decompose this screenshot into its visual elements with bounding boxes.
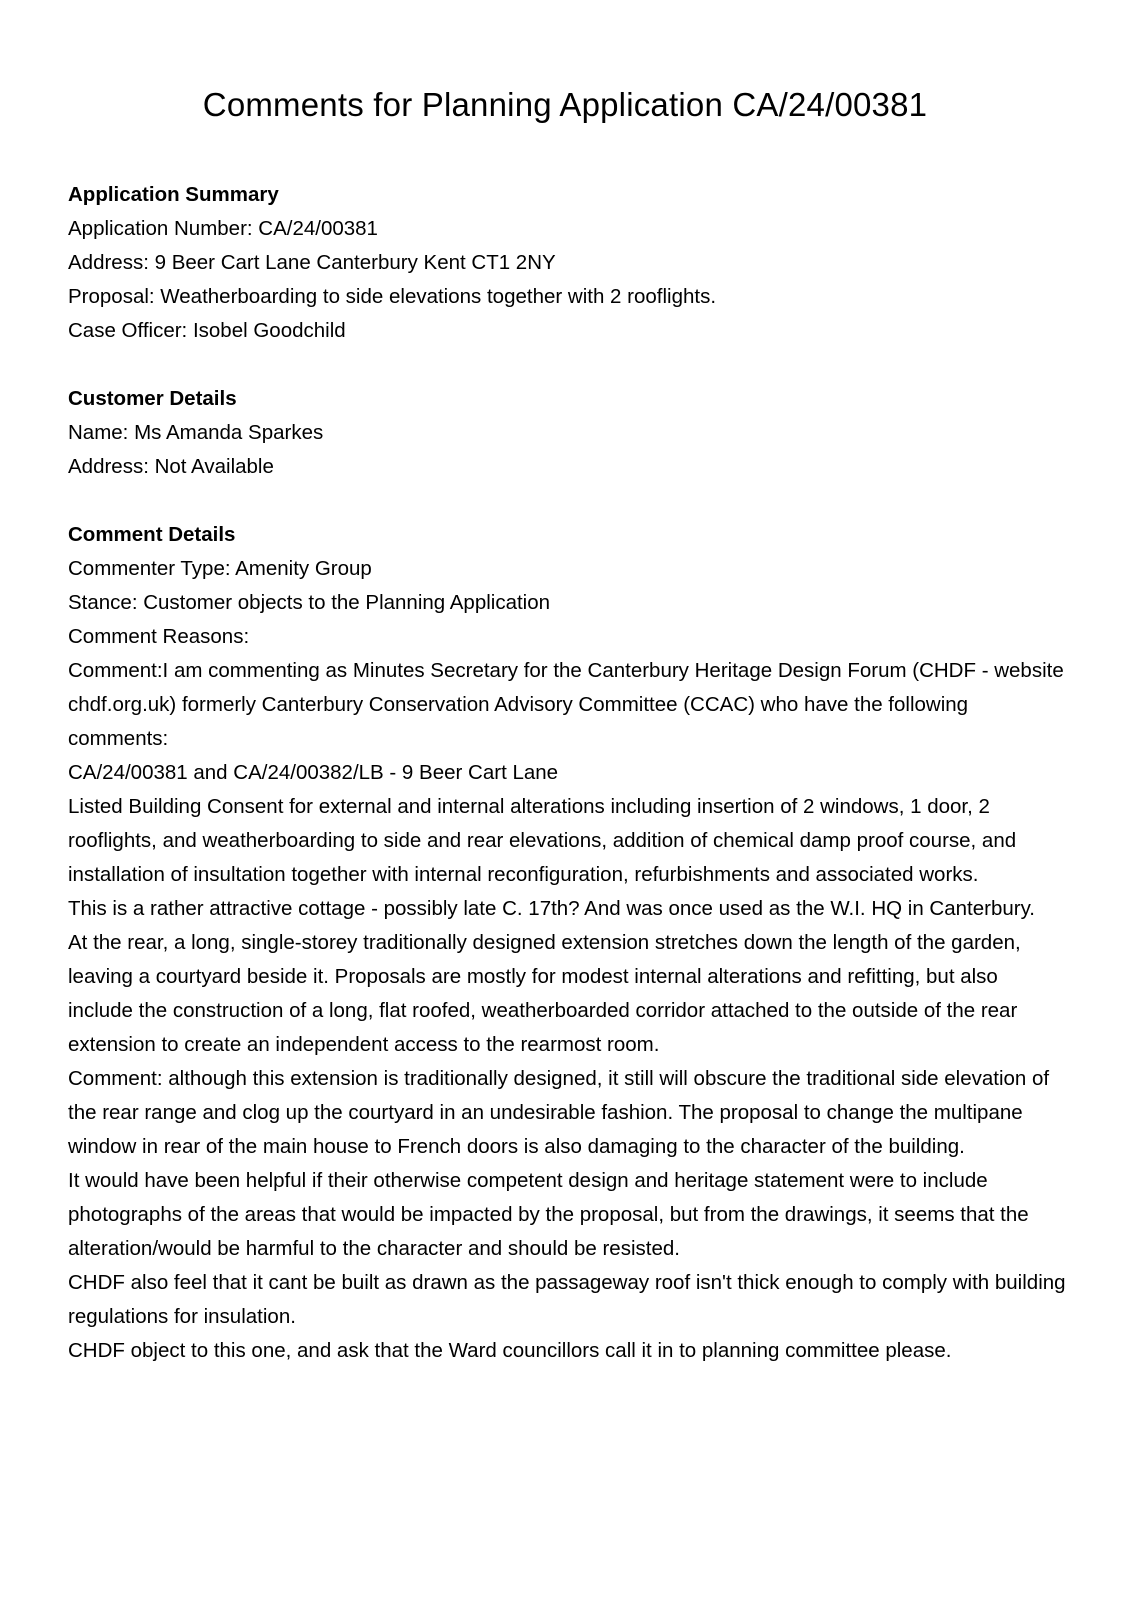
comment-paragraph: CHDF object to this one, and ask that the Ward councillors call it in to planning committee please. <box>68 1339 952 1362</box>
application-summary-heading: Application Summary <box>68 183 279 206</box>
comment-paragraph: CA/24/00381 and CA/24/00382/LB - 9 Beer Cart Lane <box>68 761 559 784</box>
application-summary-section <box>68 178 1068 348</box>
application-proposal: Proposal: Weatherboarding to side elevations together with 2 rooflights. <box>68 285 717 308</box>
page-title: Comments for Planning Application CA/24/00381 <box>202 86 928 123</box>
comment-paragraph: Comment: although this extension is traditionally designed, it still will obscure the traditional side elevation of the rear range and clog up the courtyard in an undesirable fashion. The proposal to change the multipane window in rear of the main house to French doors is also damaging to the character of the building. <box>68 1067 1050 1158</box>
comment-reasons: Comment Reasons: <box>68 625 250 648</box>
comment-paragraph: At the rear, a long, single-storey traditionally designed extension stretches down the length of the garden, leaving a courtyard beside it. Proposals are mostly for modest internal alterations and refitting, but also include the construction of a long, flat roofed, weatherboarded corridor attached to the outside of the rear extension to create an independent access to the rearmost room. <box>68 931 1021 1056</box>
customer-details-section <box>68 382 1068 484</box>
comment-paragraph: Comment:I am commenting as Minutes Secretary for the Canterbury Heritage Design Forum (CHDF - website chdf.org.uk) formerly Canterbury Conservation Advisory Committee (CCAC) who have the following comments: <box>68 659 1064 750</box>
comment-details-heading: Comment Details <box>68 523 236 546</box>
comment-paragraph: This is a rather attractive cottage - possibly late C. 17th? And was once used as the W.I. HQ in Canterbury. <box>68 897 1036 920</box>
application-number: Application Number: CA/24/00381 <box>68 217 378 240</box>
application-address: Address: 9 Beer Cart Lane Canterbury Kent CT1 2NY <box>68 251 556 274</box>
stance: Stance: Customer objects to the Planning Application <box>68 591 551 614</box>
commenter-type: Commenter Type: Amenity Group <box>68 557 372 580</box>
document-body <box>68 178 1068 1402</box>
customer-name: Name: Ms Amanda Sparkes <box>68 421 324 444</box>
comment-details-section <box>68 518 1068 1368</box>
comment-paragraph: It would have been helpful if their otherwise competent design and heritage statement were to include photographs of the areas that would be impacted by the proposal, but from the drawings, it seems that the alteration/would be harmful to the character and should be resisted. <box>68 1169 1029 1260</box>
customer-details-heading: Customer Details <box>68 387 237 410</box>
customer-address: Address: Not Available <box>68 455 274 478</box>
case-officer: Case Officer: Isobel Goodchild <box>68 319 346 342</box>
comment-paragraph: Listed Building Consent for external and internal alterations including insertion of 2 windows, 1 door, 2 rooflights, and weatherboarding to side and rear elevations, addition of chemical damp proof course, and installation of insultation together with internal reconfiguration, refurbishments and associated works. <box>68 795 1017 886</box>
comment-paragraph: CHDF also feel that it cant be built as drawn as the passageway roof isn't thick enough to comply with building regulations for insulation. <box>68 1271 1066 1328</box>
